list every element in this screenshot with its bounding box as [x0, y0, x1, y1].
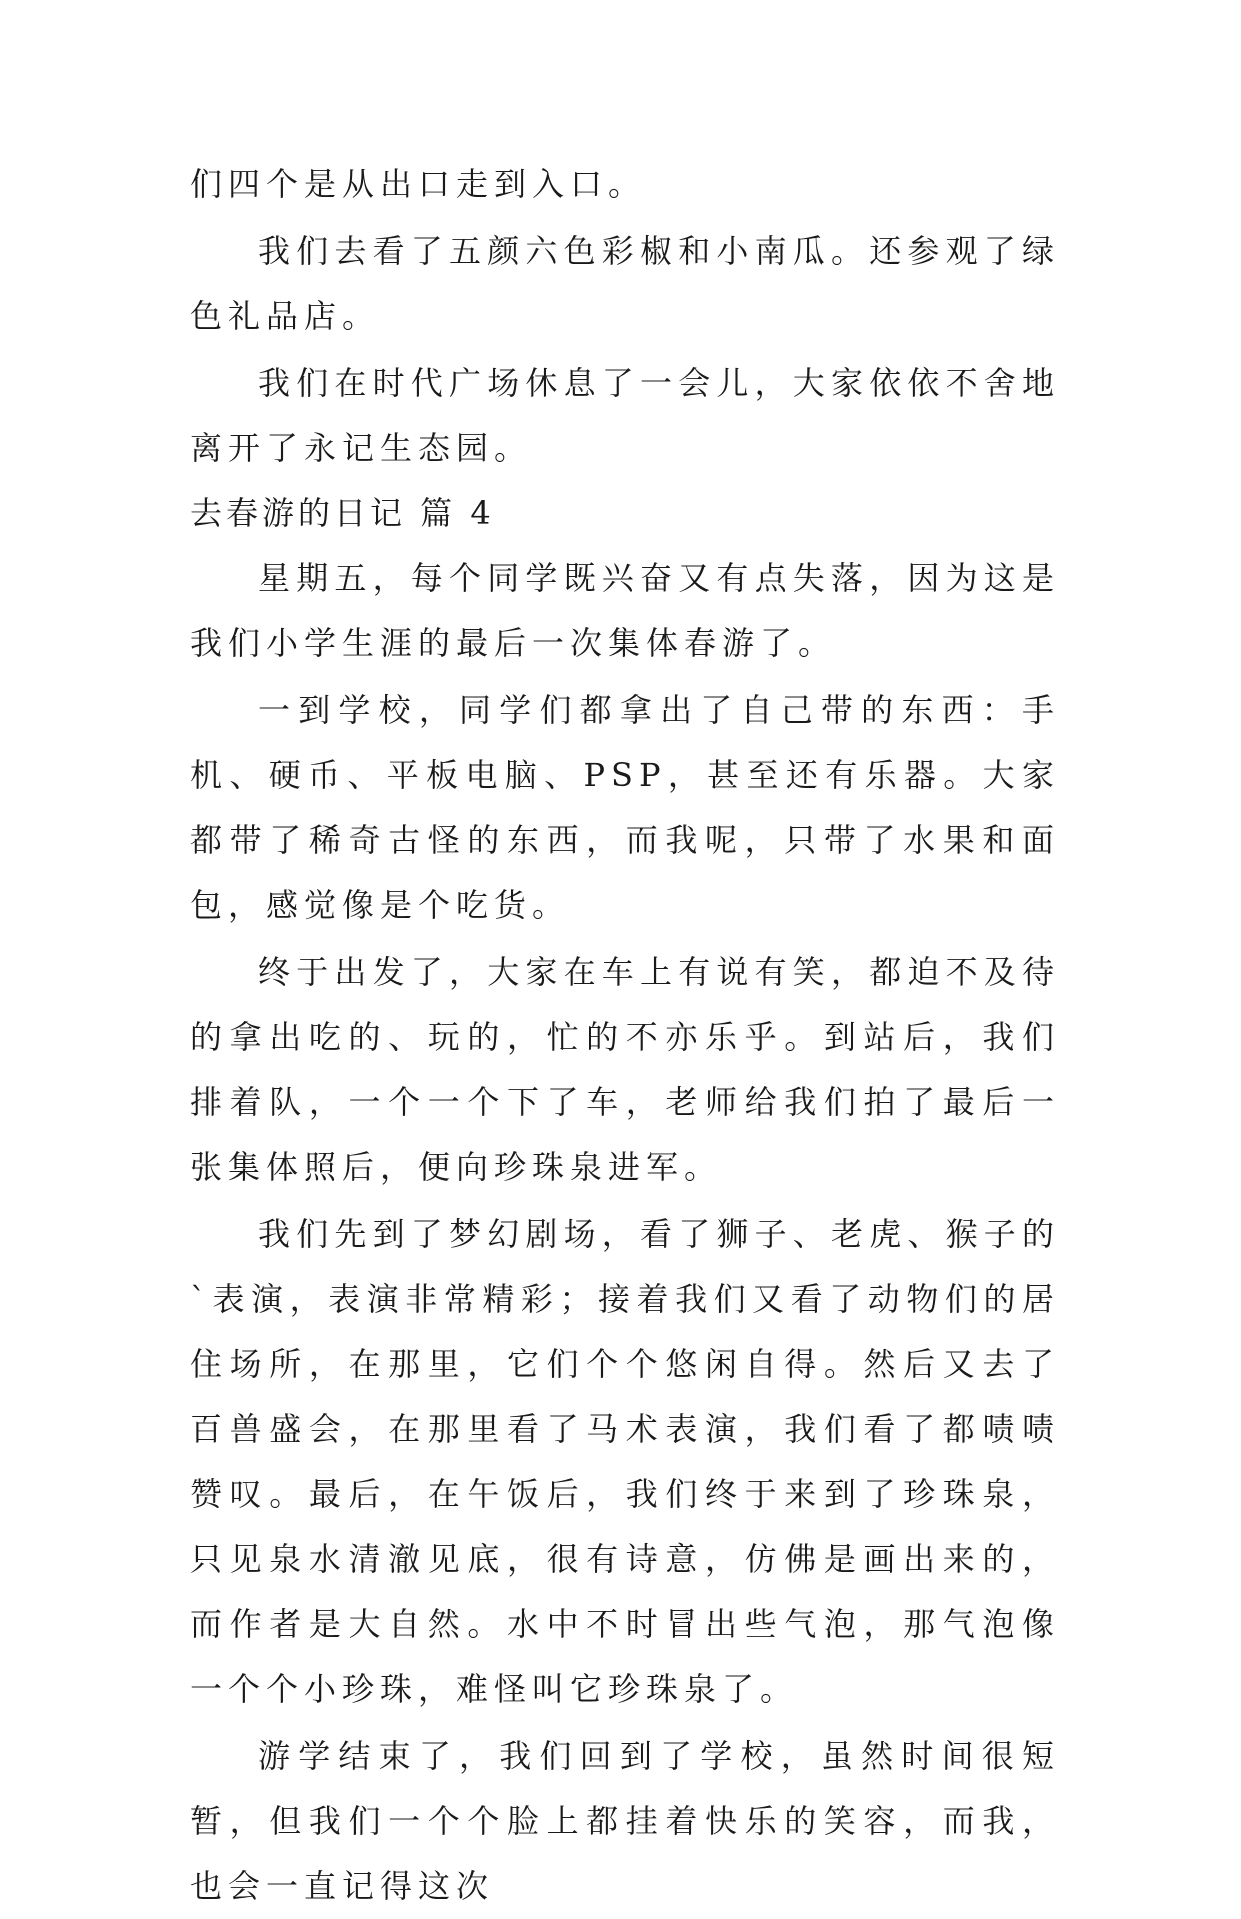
section-title: 去春游的日记 篇 4: [190, 494, 495, 532]
paragraph-continuation: 们四个是从出口走到入口。: [190, 165, 647, 203]
document-body: [190, 152, 1060, 1919]
paragraph-school-items: 一到学校，同学们都拿出了自己带的东西：手机、硬币、平板电脑、PSP，甚至还有乐器。大家都带了稀奇古怪的东西，而我呢，只带了水果和面包，感觉像是个吃货。: [190, 691, 1060, 924]
paragraph-friday: 星期五，每个同学既兴奋又有点失落，因为这是我们小学生涯的最后一次集体春游了。: [190, 559, 1060, 662]
paragraph-ending: 游学结束了，我们回到了学校，虽然时间很短暂，但我们一个个脸上都挂着快乐的笑容，而我，也会一直记得这次: [190, 1737, 1060, 1905]
paragraph-times-square: 我们在时代广场休息了一会儿，大家依依不舍地离开了永记生态园。: [190, 364, 1060, 467]
paragraph-peppers: 我们去看了五颜六色彩椒和小南瓜。还参观了绿色礼品店。: [190, 232, 1060, 335]
paragraph-pearl-spring: 我们先到了梦幻剧场，看了狮子、老虎、猴子的`表演，表演非常精彩；接着我们又看了动物们的居住场所，在那里，它们个个悠闲自得。然后又去了百兽盛会，在那里看了马术表演，我们看了都啧啧赞叹。最后，在午饭后，我们终于来到了珍珠泉，只见泉水清澈见底，很有诗意，仿佛是画出来的，而作者是大自然。水中不时冒出些气泡，那气泡像一个个小珍珠，难怪叫它珍珠泉了。: [190, 1215, 1060, 1708]
paragraph-departure: 终于出发了，大家在车上有说有笑，都迫不及待的拿出吃的、玩的，忙的不亦乐乎。到站后，我们排着队，一个一个下了车，老师给我们拍了最后一张集体照后，便向珍珠泉进军。: [190, 953, 1060, 1186]
